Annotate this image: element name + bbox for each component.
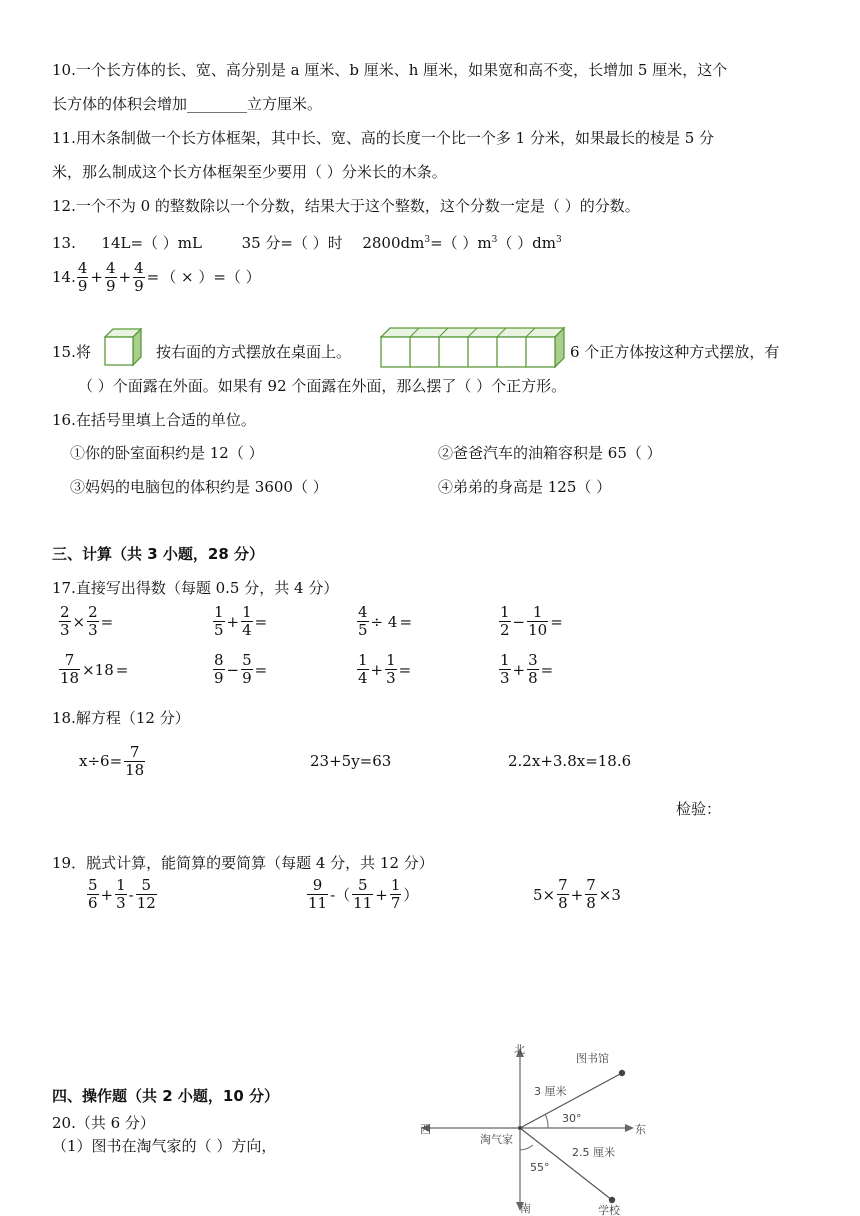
q14-num: 14.: [52, 268, 76, 286]
q19-e3-o1: +: [570, 885, 584, 904]
q17-frac-a: $\frac{1}{2}$: [500, 603, 510, 639]
q17-frac-b: $\frac{3}{8}$: [528, 651, 538, 687]
q20-title: 20.（共 6 分）: [52, 1114, 155, 1132]
q13-part2: 35 分=（ ）时: [241, 234, 343, 252]
q17-title: 17.直接写出得数（每题 0.5 分，共 4 分）: [52, 579, 339, 597]
q17-equals: =: [550, 612, 563, 631]
q19-expr-3: [532, 877, 622, 912]
q17-equals: =: [115, 660, 129, 679]
q19-e3-f1: $\frac{7}{8}$: [558, 876, 568, 912]
q10-line2: 长方体的体积会增加________立方厘米。: [52, 95, 323, 113]
dist2-label: 2.5 厘米: [572, 1146, 615, 1159]
q11-line2: 米，那么制成这个长方体框架至少要用（ ）分米长的木条。: [52, 163, 447, 181]
q17-operator: −: [226, 660, 240, 679]
q13-sup3: 3: [555, 235, 562, 245]
q19-e2-o2: +: [375, 885, 388, 904]
q17-frac-a: $\frac{7}{18}$: [60, 651, 80, 687]
north-label: 北: [514, 1043, 525, 1056]
q19-e1-o2: -: [128, 885, 134, 904]
q17-equals: =: [399, 612, 413, 631]
angle-arc-30: [545, 1114, 548, 1128]
q17-operator: +: [226, 612, 240, 631]
q17-expr-4: [498, 604, 564, 639]
section3-title: 三、计算（共 3 小题，28 分）: [52, 545, 264, 563]
east-arrow-icon: [625, 1124, 634, 1132]
q16-item-3: ③妈妈的电脑包的体积约是 3600（ ）: [70, 478, 328, 496]
q17-expr-1: [58, 604, 114, 639]
library-label: 图书馆: [576, 1052, 609, 1065]
q19-e2-f2: $\frac{5}{11}$: [353, 876, 373, 912]
q17-frac-b: $\frac{2}{3}$: [88, 603, 98, 639]
angle1-label: 30°: [562, 1112, 582, 1125]
q17-frac-a: $\frac{2}{3}$: [60, 603, 70, 639]
home-point: [518, 1126, 522, 1130]
q13-part3c: （ ）dm: [497, 234, 556, 252]
q15-pre: 15.将: [52, 343, 91, 361]
q17-expr-5: [58, 652, 129, 687]
q17-frac-a: $\frac{4}{5}$: [358, 603, 368, 639]
q17-expr-6: [212, 652, 268, 687]
q17-operator: +: [370, 660, 384, 679]
dist1-label: 3 厘米: [534, 1085, 567, 1098]
q17-operator: ×18: [82, 660, 114, 679]
direction-map-figure: [412, 1040, 652, 1216]
q19-title: 19．脱式计算，能简算的要简算（每题 4 分，共 12 分）: [52, 854, 434, 872]
q17-expr-8: [498, 652, 554, 687]
q17-equals: =: [540, 660, 554, 679]
q14-rest: （ × ）=（ ）: [161, 268, 261, 286]
q18-eq1-frac: $\frac{7}{18}$: [125, 742, 145, 779]
q19-e2-f3: $\frac{1}{7}$: [390, 876, 401, 912]
q19-e3-f2: $\frac{7}{8}$: [586, 876, 596, 912]
east-label: 东: [635, 1123, 646, 1136]
q17-frac-a: $\frac{1}{5}$: [214, 603, 224, 639]
q17-frac-a: $\frac{8}{9}$: [214, 651, 224, 687]
q17-frac-a: $\frac{1}{4}$: [358, 651, 368, 687]
q13-sup1: 3: [424, 235, 431, 245]
q19-e2-f1: $\frac{9}{11}$: [308, 876, 328, 912]
q13-part1: 14L=（ ）mL: [101, 234, 202, 252]
q17-expr-3: [356, 604, 413, 639]
q17-expr-2: [212, 604, 268, 639]
q17-frac-b: $\frac{1}{4}$: [242, 603, 252, 639]
q19-e2-o1: -（: [330, 886, 351, 904]
q17-operator: ÷ 4: [370, 612, 398, 631]
q13-num: 13.: [52, 234, 76, 252]
q13-sup2: 3: [491, 235, 498, 245]
q17-expr-7: [356, 652, 412, 687]
angle-arc-55: [520, 1145, 533, 1150]
q17-frac-b: $\frac{1}{3}$: [386, 651, 396, 687]
q19-e1-f3: $\frac{5}{12}$: [136, 876, 156, 912]
q19-expr-2: [306, 877, 419, 912]
q16-title: 16.在括号里填上合适的单位。: [52, 411, 256, 429]
q18-eq1-lhs: x÷6=: [79, 752, 123, 770]
q19-e1-o1: +: [100, 885, 114, 904]
q14-plus-2: +: [118, 268, 132, 286]
q16-item-1: ①你的卧室面积约是 12（ ）: [70, 444, 264, 462]
q18-eq2: 23+5y=63: [310, 752, 392, 770]
q18-title: 18.解方程（12 分）: [52, 709, 190, 727]
q17-equals: =: [254, 612, 268, 631]
q14-row: [52, 259, 262, 295]
q12-text: 12.一个不为 0 的整数除以一个分数，结果大于这个整数，这个分数一定是（ ）的分数。: [52, 197, 640, 215]
west-label: 西: [420, 1123, 431, 1136]
q13-part3a: 2800dm: [362, 234, 425, 252]
single-cube-icon: [103, 327, 143, 367]
q14-frac-1: $\frac{4}{9}$: [77, 258, 88, 295]
q19-e1-f1: $\frac{5}{6}$: [88, 876, 98, 912]
school-label: 学校: [598, 1204, 620, 1216]
q17-operator: +: [512, 660, 526, 679]
q17-frac-b: $\frac{1}{10}$: [528, 603, 548, 639]
q16-item-4: ④弟弟的身高是 125（ ）: [438, 478, 612, 496]
q17-equals: =: [398, 660, 412, 679]
q11-line1: 11.用木条制做一个长方体框架，其中长、宽、高的长度一个比一个多 1 分米，如果最长的棱是 5 分: [52, 129, 715, 147]
section4-title: 四、操作题（共 2 小题，10 分）: [52, 1087, 279, 1105]
q15-post: 6 个正方体按这种方式摆放，有: [570, 343, 780, 361]
home-label: 淘气家: [480, 1133, 513, 1146]
school-point: [609, 1197, 615, 1203]
q13-part3b: =（ ）m: [430, 234, 492, 252]
q14-frac-2: $\frac{4}{9}$: [105, 258, 116, 295]
q15-line2: （ ）个面露在外面。如果有 92 个面露在外面，那么摆了（ ）个正方形。: [78, 377, 567, 395]
cube-row-figure: [380, 326, 566, 368]
q17-frac-b: $\frac{5}{9}$: [242, 651, 252, 687]
south-label: 南: [520, 1202, 531, 1215]
q20-sub1: （1）图书在淘气家的（ ）方向，: [52, 1137, 277, 1155]
q14-eq: =: [146, 268, 160, 286]
q13-row: [52, 230, 562, 253]
library-point: [619, 1070, 625, 1076]
q19-e1-f2: $\frac{1}{3}$: [116, 876, 126, 912]
q19-e3-pre: 5×: [533, 885, 556, 904]
q17-equals: =: [100, 612, 114, 631]
q17-frac-a: $\frac{1}{3}$: [500, 651, 510, 687]
q14-frac-3: $\frac{4}{9}$: [134, 258, 144, 295]
q17-operator: −: [512, 612, 526, 631]
q17-equals: =: [254, 660, 268, 679]
q10-line1: 10.一个长方体的长、宽、高分别是 a 厘米、b 厘米、h 厘米，如果宽和高不变，长增加 5 厘米，这个: [52, 61, 728, 79]
q16-item-2: ②爸爸汽车的油箱容积是 65（ ）: [438, 444, 662, 462]
q15-mid: 按右面的方式摆放在桌面上。: [156, 343, 352, 361]
q18-eq1: [78, 742, 146, 779]
q19-e2-close: ）: [403, 886, 419, 904]
q17-operator: ×: [72, 612, 86, 631]
q14-plus-1: +: [90, 268, 103, 286]
angle2-label: 55°: [530, 1161, 550, 1174]
q19-e3-post: ×3: [598, 885, 621, 904]
q18-check-label: 检验：: [676, 800, 722, 818]
q18-eq3: 2.2x+3.8x=18.6: [508, 752, 632, 770]
q19-expr-1: [86, 877, 158, 912]
